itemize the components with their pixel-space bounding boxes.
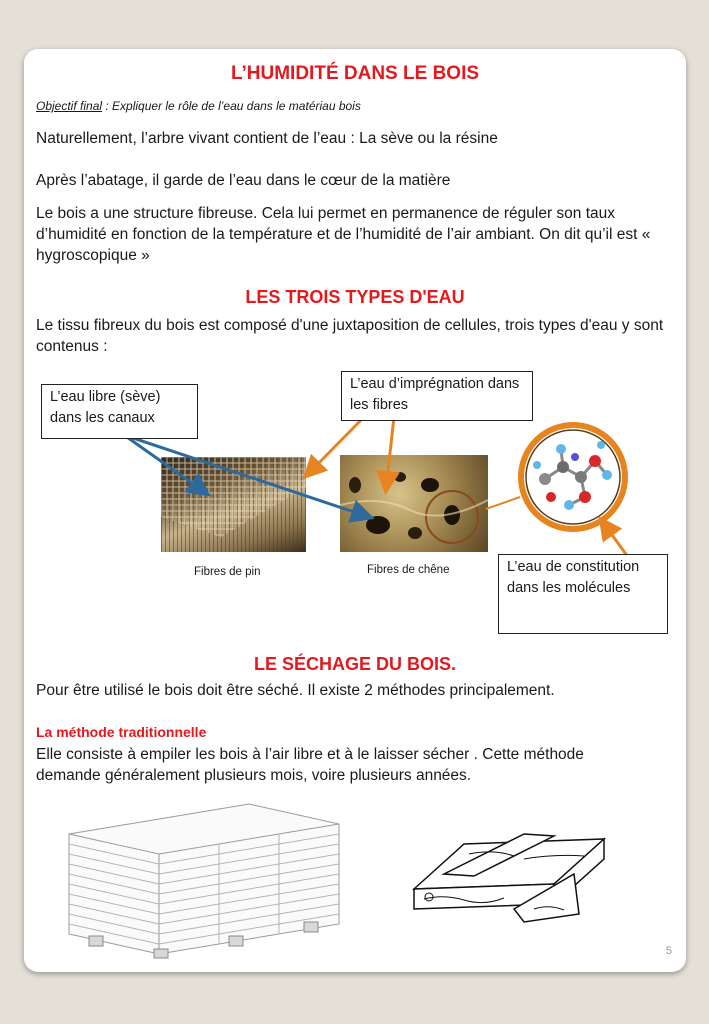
drying-text: Pour être utilisé le bois doit être séché. Il existe 2 méthodes principalement. (36, 682, 555, 699)
page-title: L’HUMIDITÉ DANS LE BOIS (230, 63, 480, 84)
wood-stack-illustration (49, 794, 359, 959)
method-text: Elle consiste à empiler les bois à l’air libre et à le laisser sécher . Cette méthode demande généralement plusieurs mois, voire plusieurs années. (36, 746, 584, 784)
caption-oak: Fibres de chêne (367, 564, 450, 576)
slide-page (24, 49, 686, 972)
intro-paragraph-3: Le bois a une structure fibreuse. Cela lui permet en permanence de réguler son taux d’humidité en fonction de la température et de l’humidité de l’air ambiant. On dit qu’il est « hygroscopique » (36, 205, 651, 264)
method-title: La méthode traditionnelle (36, 724, 207, 740)
label-constitution-water: L’eau de constitution dans les molécules (498, 554, 668, 634)
intro-paragraph-1: Naturellement, l’arbre vivant contient de l’eau : La sève ou la résine (36, 130, 498, 147)
arrow-impregnation-to-oak (386, 417, 394, 489)
section-heading-water-types: LES TROIS TYPES D'EAU (245, 287, 465, 307)
label-free-water: L’eau libre (sève) dans les canaux (41, 384, 198, 439)
water-types-text: Le tissu fibreux du bois est composé d'une juxtaposition de cellules, trois types d'eau y sont contenus : (36, 317, 664, 355)
section-heading-drying: LE SÉCHAGE DU BOIS. (253, 654, 457, 674)
arrow-free-to-pine (124, 435, 206, 493)
arrow-impregnation-to-pine (307, 417, 364, 475)
intro-paragraph-2: Après l’abatage, il garde de l’eau dans le cœur de la matière (36, 172, 451, 189)
page-number: 5 (665, 945, 672, 957)
objective-label: Objectif final (36, 99, 103, 113)
arrow-oak-to-molecule (486, 497, 520, 509)
objective-text: : Expliquer le rôle de l’eau dans le matériau bois (102, 99, 361, 113)
arrow-constitution-to-molecule (602, 521, 628, 557)
label-impregnation-water: L’eau d’imprégnation dans les fibres (341, 371, 533, 421)
caption-pine: Fibres de pin (194, 566, 261, 578)
board-sticker-illustration (404, 814, 614, 929)
